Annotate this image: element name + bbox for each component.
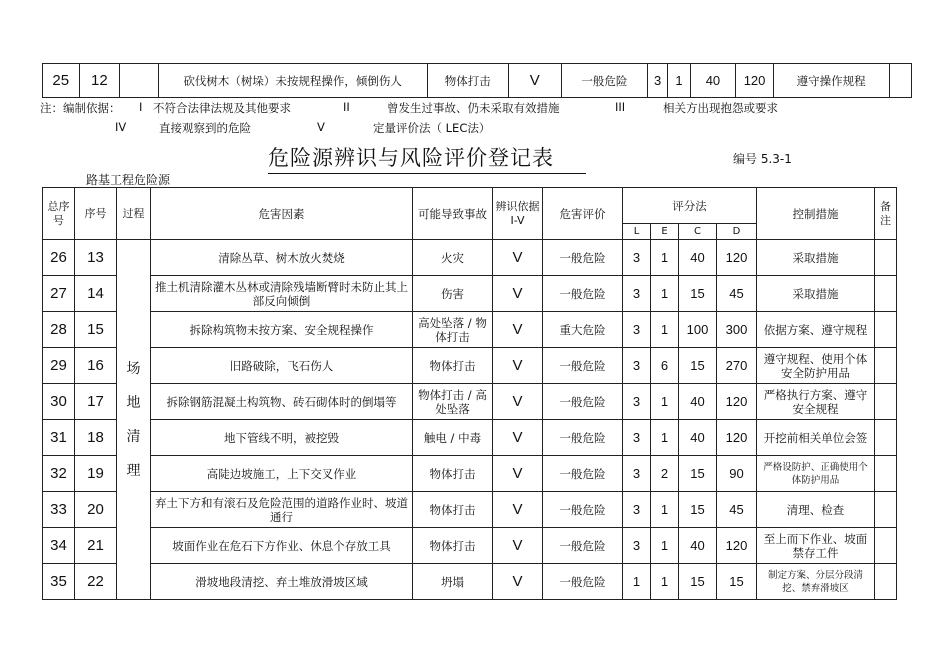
table-row	[43, 492, 897, 528]
process-cell	[120, 64, 159, 98]
e-cell: 1	[651, 420, 679, 456]
evaluation-cell: 一般危险	[543, 528, 623, 564]
remark-cell	[875, 348, 897, 384]
seq-cell: 19	[75, 456, 117, 492]
process-label-char: 清	[126, 428, 141, 445]
evaluation-cell: 一般危险	[543, 456, 623, 492]
control-cell: 开挖前相关单位会签	[757, 420, 875, 456]
note-text: 相关方出现抱怨或要求	[663, 101, 778, 115]
total-no-cell: 34	[43, 528, 75, 564]
remark-cell	[889, 64, 911, 98]
l-cell: 3	[623, 528, 651, 564]
e-cell: 1	[651, 528, 679, 564]
accident-cell: 火灾	[413, 240, 493, 276]
d-cell: 90	[717, 456, 757, 492]
header-evaluation: 危害评价	[543, 188, 623, 240]
page-title: 危险源辨识与风险评价登记表	[268, 142, 586, 174]
basis-cell: V	[493, 312, 543, 348]
header-l: L	[623, 224, 651, 240]
remark-cell	[875, 384, 897, 420]
header-control: 控制措施	[757, 188, 875, 240]
basis-cell: V	[493, 456, 543, 492]
basis-cell: V	[493, 564, 543, 600]
seq-cell: 16	[75, 348, 117, 384]
total-no-cell: 30	[43, 384, 75, 420]
basis-cell: V	[493, 420, 543, 456]
l-cell: 3	[623, 240, 651, 276]
e-cell: 1	[651, 564, 679, 600]
note-code: V	[317, 120, 325, 134]
subtitle: 路基工程危险源	[86, 173, 171, 187]
basis-cell: V	[493, 528, 543, 564]
e-cell: 1	[651, 384, 679, 420]
e-cell: 1	[668, 64, 690, 98]
l-cell: 3	[623, 348, 651, 384]
header-basis: 辨识依据I-V	[493, 188, 543, 240]
accident-cell: 物体打击	[413, 348, 493, 384]
control-cell: 遵守操作规程	[773, 64, 889, 98]
seq-cell: 15	[75, 312, 117, 348]
c-cell: 15	[679, 276, 717, 312]
accident-cell: 物体打击	[427, 64, 508, 98]
c-cell: 40	[690, 64, 736, 98]
l-cell: 3	[623, 420, 651, 456]
remark-cell	[875, 276, 897, 312]
table-row	[43, 348, 897, 384]
header-seq: 序号	[75, 188, 117, 240]
d-cell: 45	[717, 492, 757, 528]
l-cell: 3	[623, 276, 651, 312]
hazard-cell: 滑坡地段清挖、弃土堆放滑坡区域	[151, 564, 413, 600]
hazard-cell: 拆除构筑物未按方案、安全规程操作	[151, 312, 413, 348]
evaluation-cell: 一般危险	[543, 348, 623, 384]
hazard-cell: 旧路破除，飞石伤人	[151, 348, 413, 384]
total-no-cell: 26	[43, 240, 75, 276]
total-no-cell: 29	[43, 348, 75, 384]
remark-cell	[875, 564, 897, 600]
header-total-no: 总序号	[43, 188, 75, 240]
e-cell: 1	[651, 492, 679, 528]
seq-cell: 14	[75, 276, 117, 312]
c-cell: 15	[679, 492, 717, 528]
remark-cell	[875, 528, 897, 564]
d-cell: 300	[717, 312, 757, 348]
note-text: 曾发生过事故、仍未采取有效措施	[387, 101, 560, 115]
evaluation-cell: 重大危险	[543, 312, 623, 348]
l-cell: 3	[623, 492, 651, 528]
hazard-cell: 推土机清除灌木丛林或清除残墙断臂时未防止其上部反向倾倒	[151, 276, 413, 312]
hazard-cell: 拆除钢筋混凝土构筑物、砖石砌体时的倒塌等	[151, 384, 413, 420]
header-remark: 备注	[875, 188, 897, 240]
risk-table	[42, 187, 897, 600]
doc-number: 编号 5.3-1	[733, 152, 792, 166]
note-code: I	[139, 100, 143, 114]
evaluation-cell: 一般危险	[561, 64, 647, 98]
l-cell: 3	[623, 456, 651, 492]
d-cell: 45	[717, 276, 757, 312]
note-prefix: 注：编制依据：	[40, 101, 121, 115]
remark-cell	[875, 420, 897, 456]
table-row	[43, 312, 897, 348]
hazard-cell: 地下管线不明，被挖毁	[151, 420, 413, 456]
header-c: C	[679, 224, 717, 240]
seq-cell: 21	[75, 528, 117, 564]
basis-cell: V	[493, 384, 543, 420]
l-cell: 3	[623, 384, 651, 420]
total-no-cell: 27	[43, 276, 75, 312]
header-hazard: 危害因素	[151, 188, 413, 240]
header-d: D	[717, 224, 757, 240]
c-cell: 15	[679, 564, 717, 600]
basis-cell: V	[493, 240, 543, 276]
table-row	[43, 64, 912, 98]
e-cell: 1	[651, 276, 679, 312]
seq-cell: 18	[75, 420, 117, 456]
note-code: IV	[115, 120, 127, 134]
header-row	[43, 188, 897, 224]
c-cell: 40	[679, 240, 717, 276]
e-cell: 1	[651, 240, 679, 276]
control-cell: 严格执行方案、遵守安全规程	[757, 384, 875, 420]
hazard-cell: 高陡边坡施工，上下交叉作业	[151, 456, 413, 492]
l-cell: 3	[647, 64, 667, 98]
remark-cell	[875, 456, 897, 492]
total-no-cell: 28	[43, 312, 75, 348]
note-text: 定量评价法（ LEC法）	[373, 121, 491, 135]
total-no-cell: 25	[43, 64, 80, 98]
process-label-char: 场	[126, 360, 141, 377]
basis-cell: V	[493, 348, 543, 384]
seq-cell: 20	[75, 492, 117, 528]
accident-cell: 高处坠落 / 物体打击	[413, 312, 493, 348]
accident-cell: 物体打击 / 高处坠落	[413, 384, 493, 420]
control-cell: 制定方案、分层分段清挖、禁弃滑坡区	[757, 564, 875, 600]
basis-cell: V	[493, 492, 543, 528]
accident-cell: 物体打击	[413, 528, 493, 564]
basis-cell: V	[493, 276, 543, 312]
seq-cell: 12	[79, 64, 120, 98]
c-cell: 40	[679, 528, 717, 564]
d-cell: 120	[717, 240, 757, 276]
evaluation-cell: 一般危险	[543, 240, 623, 276]
process-label-char: 理	[126, 462, 141, 479]
evaluation-cell: 一般危险	[543, 564, 623, 600]
note-text: 直接观察到的危险	[159, 121, 251, 135]
table-row	[43, 276, 897, 312]
control-cell: 采取措施	[757, 240, 875, 276]
c-cell: 40	[679, 420, 717, 456]
accident-cell: 触电 / 中毒	[413, 420, 493, 456]
control-cell: 遵守规程、使用个体安全防护用品	[757, 348, 875, 384]
control-cell: 至上而下作业、坡面禁存工件	[757, 528, 875, 564]
note-text: 不符合法律法规及其他要求	[153, 101, 291, 115]
evaluation-cell: 一般危险	[543, 420, 623, 456]
hazard-cell: 坡面作业在危石下方作业、休息个存放工具	[151, 528, 413, 564]
d-cell: 270	[717, 348, 757, 384]
header-accident: 可能导致事故	[413, 188, 493, 240]
table-body	[43, 240, 897, 600]
total-no-cell: 33	[43, 492, 75, 528]
accident-cell: 坍塌	[413, 564, 493, 600]
header-e: E	[651, 224, 679, 240]
hazard-cell: 清除丛草、树木放火焚烧	[151, 240, 413, 276]
control-cell: 清理、检查	[757, 492, 875, 528]
remark-cell	[875, 312, 897, 348]
header-process: 过程	[117, 188, 151, 240]
note-code: II	[343, 100, 350, 114]
c-cell: 15	[679, 348, 717, 384]
table-row	[43, 420, 897, 456]
total-no-cell: 35	[43, 564, 75, 600]
remark-cell	[875, 240, 897, 276]
seq-cell: 17	[75, 384, 117, 420]
c-cell: 40	[679, 384, 717, 420]
accident-cell: 伤害	[413, 276, 493, 312]
e-cell: 2	[651, 456, 679, 492]
accident-cell: 物体打击	[413, 492, 493, 528]
d-cell: 15	[717, 564, 757, 600]
d-cell: 120	[717, 420, 757, 456]
d-cell: 120	[717, 384, 757, 420]
top-row-table	[42, 63, 912, 98]
c-cell: 100	[679, 312, 717, 348]
total-no-cell: 31	[43, 420, 75, 456]
header-score-method: 评分法	[623, 188, 757, 224]
control-cell: 采取措施	[757, 276, 875, 312]
table-row	[43, 528, 897, 564]
e-cell: 1	[651, 312, 679, 348]
total-no-cell: 32	[43, 456, 75, 492]
table-row	[43, 564, 897, 600]
seq-cell: 22	[75, 564, 117, 600]
e-cell: 6	[651, 348, 679, 384]
seq-cell: 13	[75, 240, 117, 276]
d-cell: 120	[717, 528, 757, 564]
hazard-cell: 弃土下方和有滚石及危险范围的道路作业时、坡道通行	[151, 492, 413, 528]
note-code: III	[615, 100, 626, 114]
process-label-char: 地	[126, 394, 141, 411]
d-cell: 120	[736, 64, 774, 98]
accident-cell: 物体打击	[413, 456, 493, 492]
c-cell: 15	[679, 456, 717, 492]
hazard-cell: 砍伐树木（树垛）未按规程操作，倾倒伤人	[158, 64, 427, 98]
table-row	[43, 384, 897, 420]
control-cell: 严格设防护、正确使用个体防护用品	[757, 456, 875, 492]
remark-cell	[875, 492, 897, 528]
process-label-cell	[117, 240, 151, 600]
l-cell: 1	[623, 564, 651, 600]
evaluation-cell: 一般危险	[543, 384, 623, 420]
l-cell: 3	[623, 312, 651, 348]
control-cell: 依据方案、遵守规程	[757, 312, 875, 348]
evaluation-cell: 一般危险	[543, 276, 623, 312]
table-row	[43, 240, 897, 276]
table-row	[43, 456, 897, 492]
evaluation-cell: 一般危险	[543, 492, 623, 528]
basis-cell: V	[508, 64, 561, 98]
